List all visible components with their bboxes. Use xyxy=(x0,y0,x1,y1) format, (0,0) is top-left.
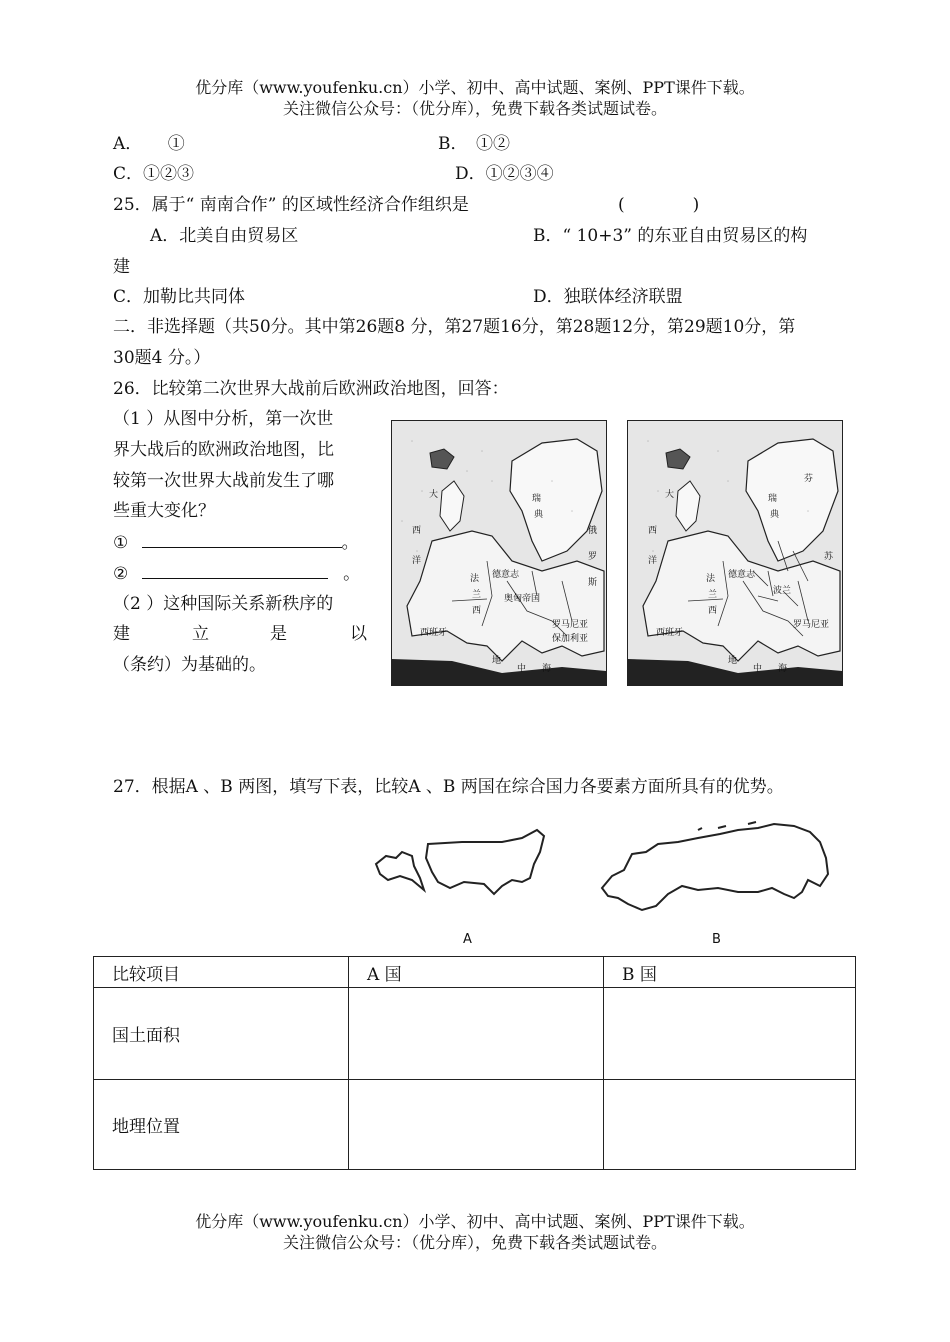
q26-part2-char-4: 以 xyxy=(350,624,367,644)
q26-part2-line3: （条约）为基础的。 xyxy=(113,655,266,675)
q26-part1-line1: （1 ）从图中分析，第一次世 xyxy=(113,409,334,429)
country-outline-a xyxy=(362,822,552,902)
q26-part2-char-1: 建 xyxy=(113,624,130,644)
q26-answer-blank-1[interactable] xyxy=(142,531,342,548)
footer-line-1: 优分库（www.youfenku.cn）小学、初中、高中试题、案例、PPT课件下载。 xyxy=(195,1212,755,1231)
map-before-label: 德意志 xyxy=(492,570,520,580)
map-after-label: 罗马尼亚 xyxy=(793,620,830,630)
footer-line-2: 关注微信公众号：（优分库），免费下载各类试题试卷。 xyxy=(282,1233,667,1252)
q26-blank-row-1 xyxy=(113,531,359,554)
map-before-label: 俄 xyxy=(588,526,598,536)
map-after-label: 中 xyxy=(753,664,763,674)
map-before-label: 西班牙 xyxy=(420,628,448,638)
map-before-label: 西 xyxy=(472,606,482,616)
table-row xyxy=(94,1080,856,1170)
q25-option-b-continued: 建 xyxy=(113,257,130,277)
map-before-label: 海 xyxy=(542,664,552,674)
map-before-label: 斯 xyxy=(588,578,598,588)
map-before-label: 地 xyxy=(492,656,502,666)
table-row xyxy=(94,988,856,1080)
q25-option-c: C．加勒比共同体 xyxy=(113,287,246,307)
europe-map-before xyxy=(391,420,607,686)
q26-blank-1-end: 。 xyxy=(341,533,359,553)
map-after-label: 德意志 xyxy=(728,570,756,580)
map-after-label: 西 xyxy=(648,526,658,536)
map-before-label: 西 xyxy=(412,526,422,536)
q26-stem: 26．比较第二次世界大战前后欧洲政治地图，回答： xyxy=(113,379,509,399)
map-before-label: 中 xyxy=(517,664,527,674)
map-after-label: 苏 xyxy=(824,552,834,562)
header-line-1: 优分库（www.youfenku.cn）小学、初中、高中试题、案例、PPT课件下载。 xyxy=(195,78,755,97)
q24-option-b: B． ①② xyxy=(438,134,510,154)
q26-blank-1-label: ① xyxy=(113,533,129,553)
map-after-label: 法 xyxy=(706,574,716,584)
map-after-label: 芬 xyxy=(804,474,814,484)
map-before-label: 洋 xyxy=(412,556,422,566)
figure-label-b: B xyxy=(712,932,721,947)
map-after-label: 西班牙 xyxy=(656,628,684,638)
figure-label-a: A xyxy=(463,932,472,947)
q24-option-c: C．①②③ xyxy=(113,164,195,184)
map-before-label: 奥匈帝国 xyxy=(504,594,541,604)
table-row-label: 国土面积 xyxy=(94,988,349,1080)
map-before-label: 罗马尼亚 xyxy=(552,620,589,630)
table-cell-answer[interactable] xyxy=(349,1080,604,1170)
table-cell-answer[interactable] xyxy=(349,988,604,1080)
table-header-country-a: A 国 xyxy=(349,957,604,988)
q27-stem: 27．根据A 、B 两图，填写下表，比较A 、B 两国在综合国力各要素方面所具有的优势。 xyxy=(113,777,784,797)
table-cell-answer[interactable] xyxy=(604,988,856,1080)
comparison-table xyxy=(93,956,856,1170)
map-after-label: 地 xyxy=(728,656,738,666)
q25-option-b: B．“ 10+3” 的东亚自由贸易区的构 xyxy=(533,226,808,246)
q26-part1-line3: 较第一次世界大战前发生了哪 xyxy=(113,471,334,491)
map-after-label: 兰 xyxy=(708,590,718,600)
q26-part1-line4: 些重大变化？ xyxy=(113,501,215,521)
q25-option-d: D．独联体经济联盟 xyxy=(533,287,683,307)
q25-stem: 25．属于“ 南南合作” 的区域性经济合作组织是 xyxy=(113,195,469,215)
section2-line-2: 30题4 分。） xyxy=(113,348,211,368)
q26-part1-line2: 界大战后的欧洲政治地图，比 xyxy=(113,440,334,460)
map-after-label: 大 xyxy=(665,490,675,500)
table-header-country-b: B 国 xyxy=(604,957,856,988)
map-before-label: 罗 xyxy=(588,552,598,562)
q26-blank-2-end: 。 xyxy=(343,564,361,584)
section2-line-1: 二．非选择题（共50分。其中第26题8 分，第27题16分，第28题12分，第29题10分，第 xyxy=(113,317,796,337)
q26-answer-blank-2[interactable] xyxy=(142,562,328,579)
map-before-label: 瑞 xyxy=(532,494,542,504)
q25-option-a: A．北美自由贸易区 xyxy=(150,226,299,246)
map-after-label: 典 xyxy=(770,510,780,520)
map-before-label: 法 xyxy=(470,574,480,584)
q24-option-a: A． ① xyxy=(113,134,185,154)
map-after-label: 瑞 xyxy=(768,494,778,504)
map-before-label: 保加利亚 xyxy=(552,634,589,644)
header-line-2: 关注微信公众号：（优分库），免费下载各类试题试卷。 xyxy=(282,99,667,118)
europe-map-after xyxy=(627,420,843,686)
map-before-label: 大 xyxy=(429,490,439,500)
map-before-label: 典 xyxy=(534,510,544,520)
table-header-row xyxy=(94,957,856,988)
q26-part2-line1: （2 ）这种国际关系新秩序的 xyxy=(113,594,334,614)
table-header-item: 比较项目 xyxy=(94,957,349,988)
q26-blank-row-2 xyxy=(113,562,360,585)
table-cell-answer[interactable] xyxy=(604,1080,856,1170)
table-row-label: 地理位置 xyxy=(94,1080,349,1170)
q25-answer-paren: ( ) xyxy=(618,195,700,215)
q26-part2-char-3: 是 xyxy=(270,624,287,644)
map-after-label: 海 xyxy=(778,664,788,674)
map-after-label: 洋 xyxy=(648,556,658,566)
map-after-label: 西 xyxy=(708,606,718,616)
map-after-label: 波兰 xyxy=(773,586,792,596)
country-outline-b xyxy=(598,818,834,914)
q24-option-d: D．①②③④ xyxy=(455,164,554,184)
q26-part2-char-2: 立 xyxy=(192,624,209,644)
map-before-label: 兰 xyxy=(472,590,482,600)
q26-blank-2-label: ② xyxy=(113,564,129,584)
